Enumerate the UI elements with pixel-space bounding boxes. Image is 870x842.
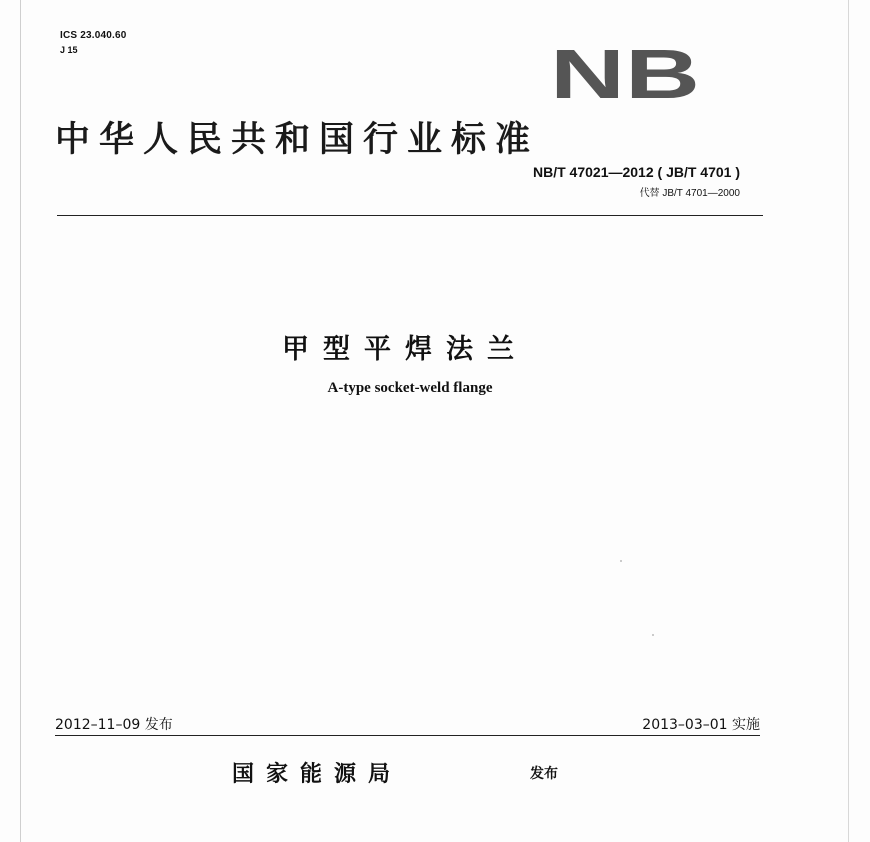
document-title-cn: 甲型平焊法兰 <box>282 334 528 365</box>
nb-logo-text: NB <box>550 42 700 104</box>
header-divider <box>57 215 763 216</box>
footer-divider <box>55 735 760 736</box>
standard-type-title: 中华人民共和国行业标准 <box>55 119 540 160</box>
scan-edge-left <box>20 0 21 842</box>
issuing-authority: 国家能源局 <box>232 761 403 787</box>
standard-number: NB/T 47021—2012 ( JB/T 4701 ) <box>533 164 740 180</box>
replaces-note: 代替 JB/T 4701—2000 <box>639 188 740 199</box>
nb-logo <box>545 42 705 104</box>
scan-speck <box>652 634 654 636</box>
ccs-code: J 15 <box>60 45 78 55</box>
scan-speck <box>620 560 622 562</box>
ics-code: ICS 23.040.60 <box>60 30 127 41</box>
implementation-date: 2013–03–01 实施 <box>642 717 760 733</box>
issue-date: 2012–11–09 发布 <box>55 717 173 733</box>
document-title-en: A-type socket-weld flange <box>327 380 493 396</box>
issuer-suffix: 发布 <box>530 766 558 782</box>
scan-edge-right <box>848 0 849 842</box>
